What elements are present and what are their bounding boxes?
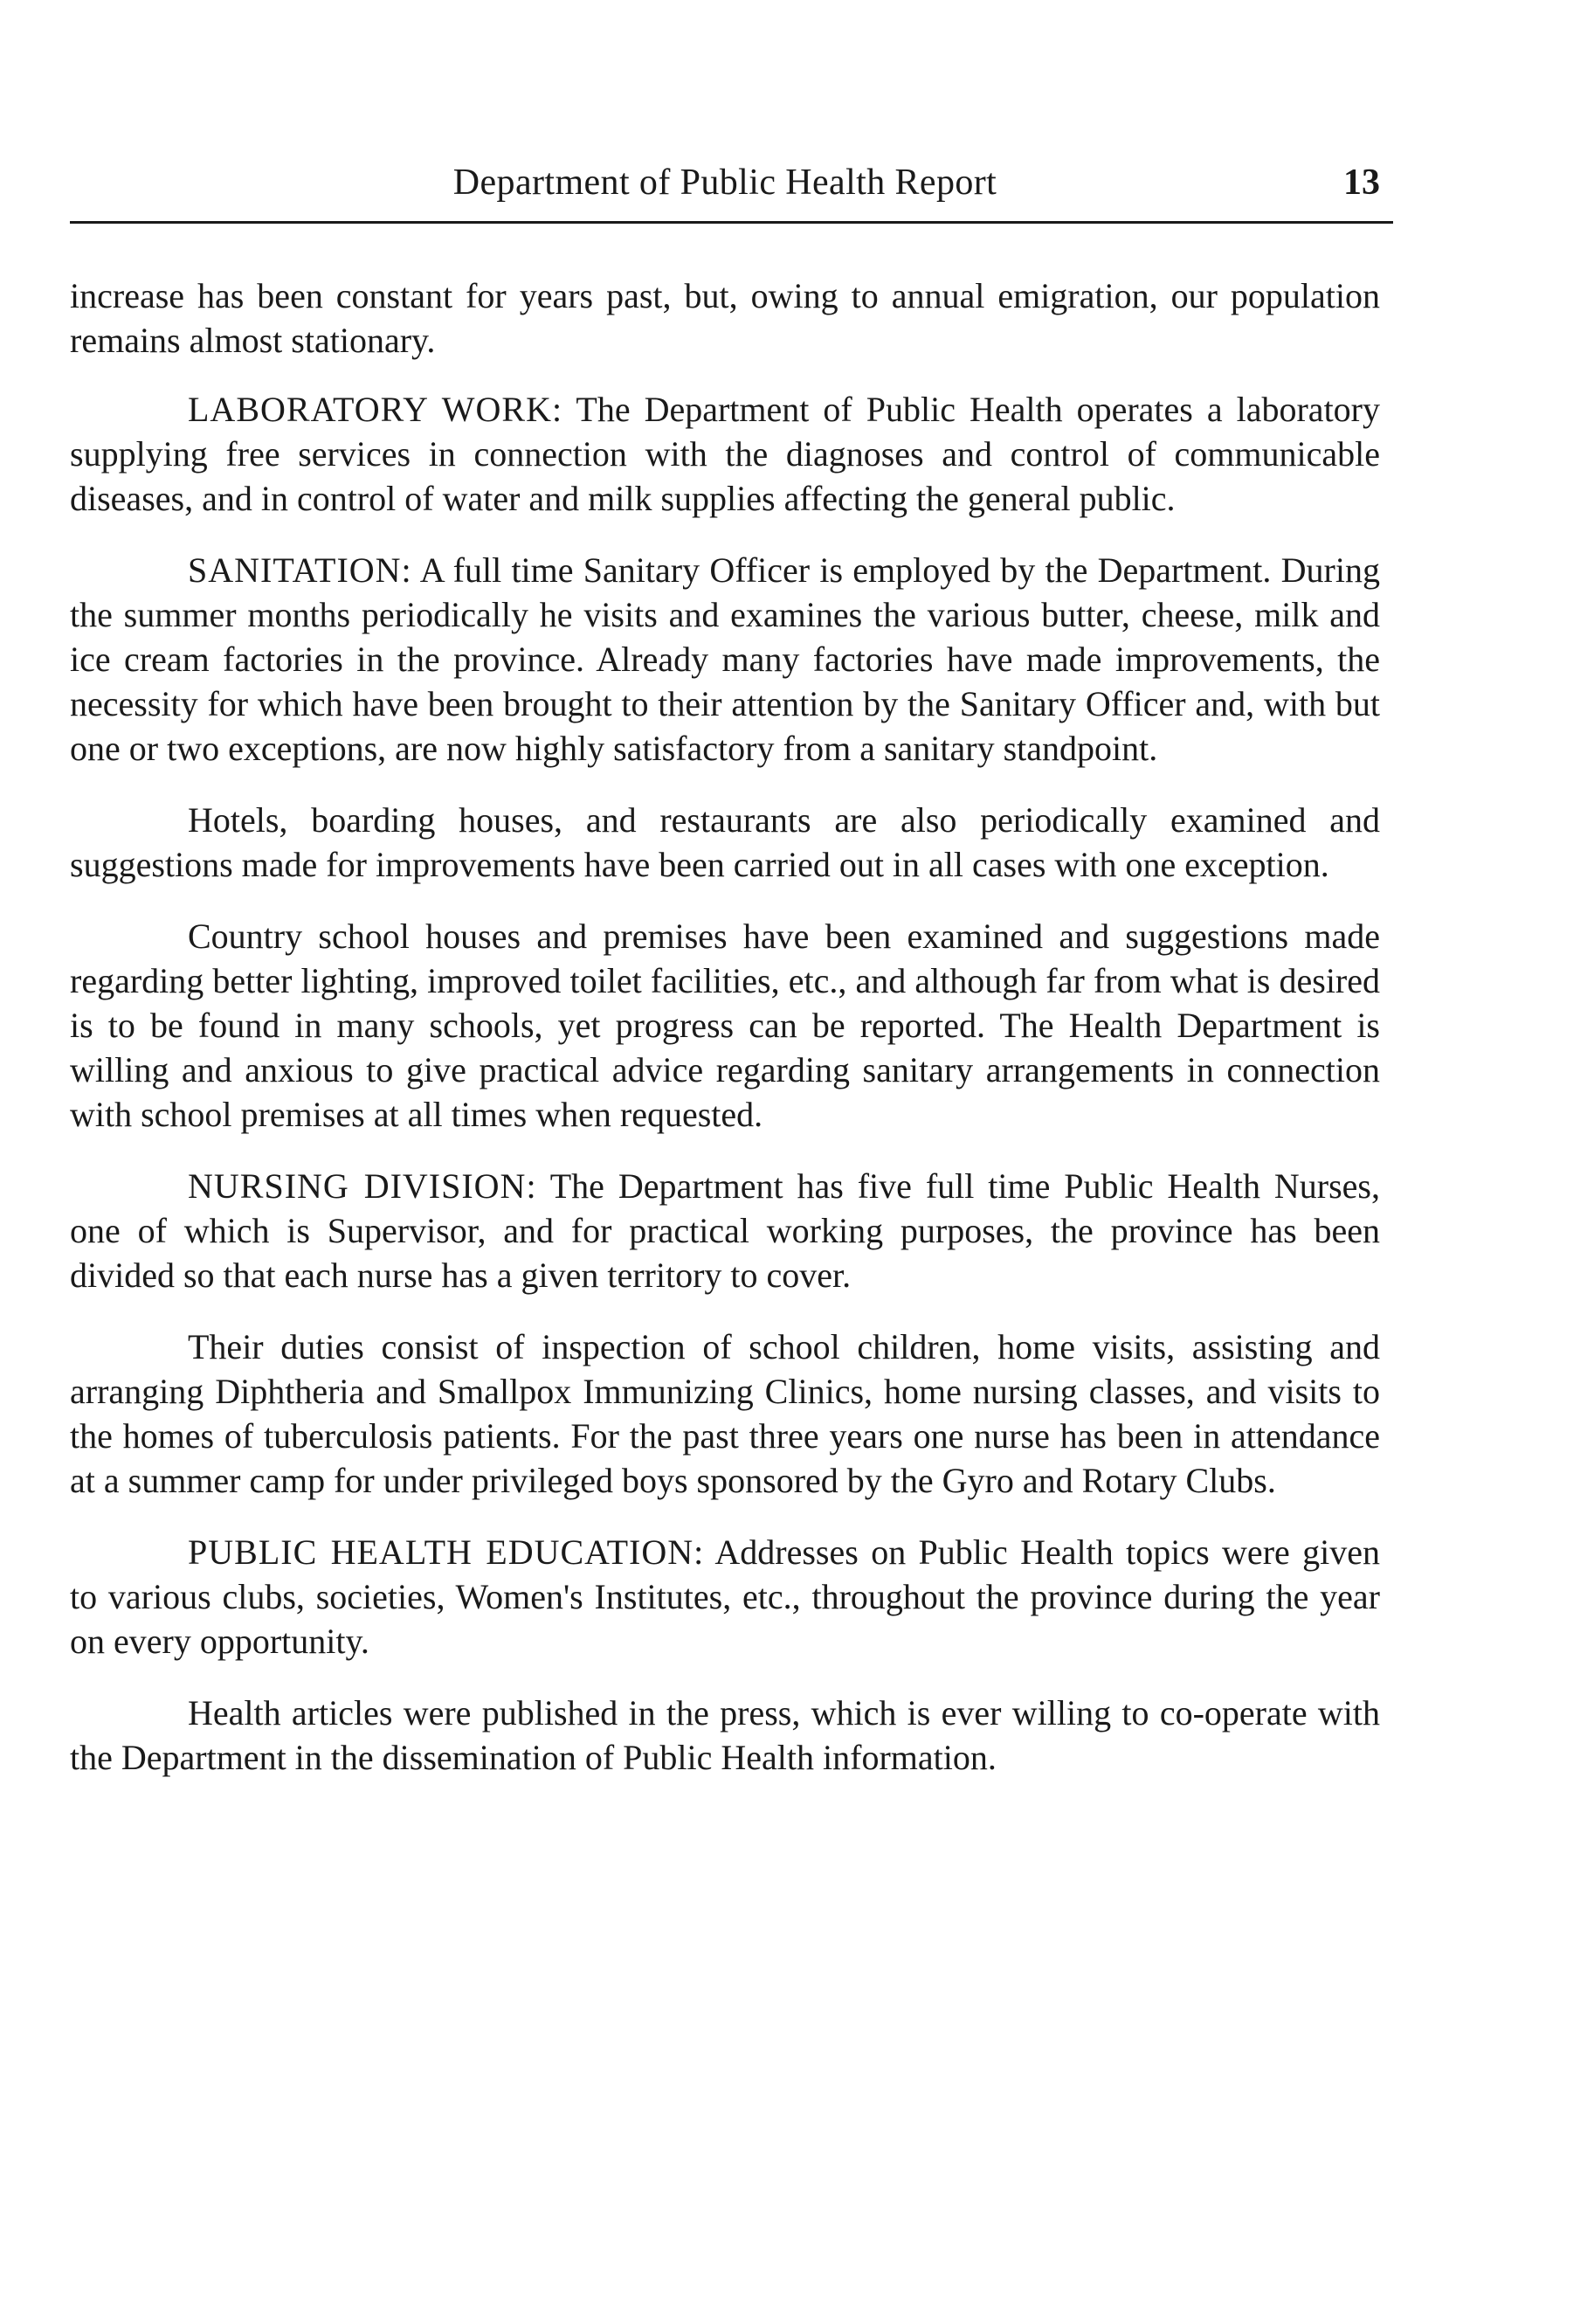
paragraph-text: Their duties consist of inspection of school children, home visits, assisting and arranging Diphtheria and Smallpox Immunizing Clinics, home nursing classes, and visits to the homes of tuberculosis patients. For the past three years one nurse has been in attendance at a summer camp for under privileged boys sponsored by the Gyro and Rotary Clubs.: [70, 1327, 1380, 1500]
paragraph-country-schools: [70, 914, 1380, 1137]
page-header: [70, 131, 1380, 234]
paragraph-text: increase has been constant for years past, but, owing to annual emigration, our population remains almost stationary.: [70, 276, 1380, 360]
section-label-nursing-division: NURSING DIVISION:: [188, 1166, 537, 1206]
paragraph-text: A full time Sanitary Officer is employed by the Department. During the summer months periodically he visits and examines the various butter, cheese, milk and ice cream factories in the province. Already many factories have made improvements, the necessity for which have been brought to their attention by the Sanitary Officer and, with but one or two exceptions, are now highly satisfactory from a sanitary standpoint.: [70, 550, 1380, 768]
paragraph-text: Country school houses and premises have been examined and suggestions made regarding better lighting, improved toilet facilities, etc., and although far from what is desired is to be found in many schools, yet progress can be reported. The Health Department is willing and anxious to give practical advice regarding sanitary arrangements in connection with school premises at all times when requested.: [70, 916, 1380, 1134]
section-label-laboratory-work: LABORATORY WORK:: [188, 390, 563, 429]
paragraph-hotels: [70, 798, 1380, 887]
paragraph-sanitation: [70, 548, 1380, 771]
paragraph-health-articles: [70, 1691, 1380, 1780]
paragraph-text: The Department of Public Health operates a laboratory supplying free services in connection with the diagnoses and control of communicable diseases, and in control of water and milk supplies affecting the general public.: [70, 390, 1380, 518]
paragraph-public-health-education: [70, 1530, 1380, 1663]
paragraph-text: Addresses on Public Health topics were given to various clubs, societies, Women's Institutes, etc., throughout the province during the year on every opportunity.: [70, 1532, 1380, 1661]
section-label-sanitation: SANITATION:: [188, 550, 412, 590]
page-number: 13: [1343, 163, 1380, 203]
paragraph-nurse-duties: [70, 1325, 1380, 1503]
running-header-title: Department of Public Health Report: [452, 163, 997, 203]
paragraph-continuation: [70, 273, 1380, 363]
paragraph-nursing-division: [70, 1164, 1380, 1297]
paragraph-text: Hotels, boarding houses, and restaurants are also periodically examined and suggestions made for improvements have been carried out in all cases with one exception.: [70, 800, 1380, 884]
report-body: [70, 273, 1380, 1780]
section-label-public-health-education: PUBLIC HEALTH EDUCATION:: [188, 1532, 705, 1572]
paragraph-laboratory-work: [70, 387, 1380, 521]
paragraph-text: Health articles were published in the press, which is ever willing to co-operate with the Department in the dissemination of Public Health information.: [70, 1693, 1380, 1777]
paragraph-text: The Department has five full time Public Health Nurses, one of which is Supervisor, and for practical working purposes, the province has been divided so that each nurse has a given territory to cover.: [70, 1166, 1380, 1295]
document-page: [70, 131, 1380, 1807]
header-divider: [70, 221, 1393, 224]
